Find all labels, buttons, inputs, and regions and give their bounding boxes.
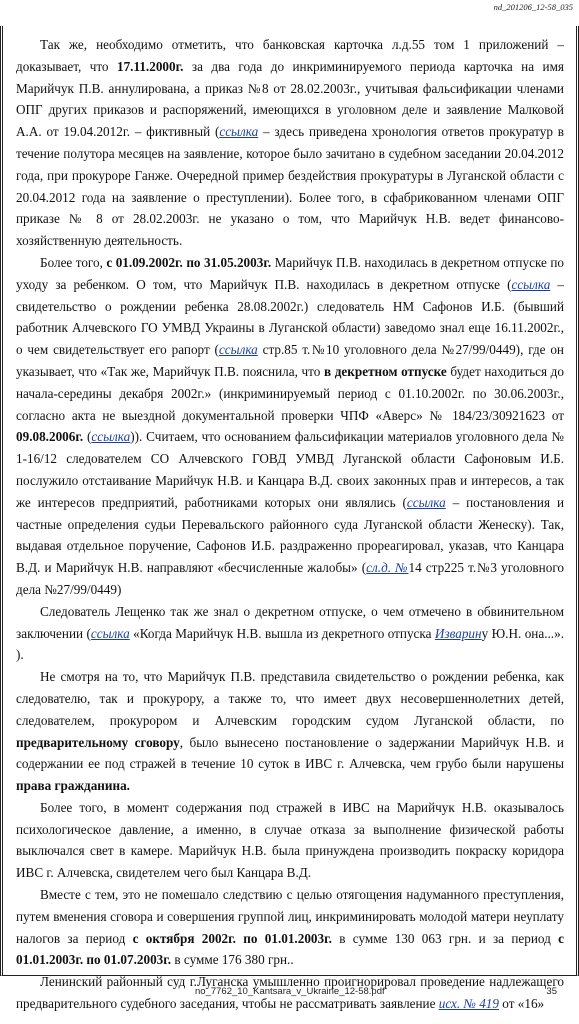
bold-text: в декретном отпуске — [324, 363, 447, 379]
text-run: – свидетельство о рождении ребенка 28.08.2002г.) следователь НМ Сафонов И.Б. (бывший работник Алчевского ГО УМВД Украины в Луганской области) заведомо знал еще 16.11.2002г., о чем свидетельствует его рапорт ( — [16, 276, 565, 358]
reference-link[interactable]: ссылка — [91, 429, 131, 445]
text-run: – здесь приведена хронология ответов прокуратур в течение полутора месяцев на заявление, которое было зачитано в судебном заседании 20.04.2012 года, при прокуроре Ганже. Очередной пример бездействия прокуратуры в Луганской области с 20.04.2012 года на заявление о преступлении). Более того, в сфабрикованном членами ОПГ приказе № 8 от 28.02.2003г. не указано о том, что Марийчук Н.В. ведет финансово-хозяйственную деятельность. — [16, 124, 564, 249]
bold-text: права гражданина. — [16, 778, 130, 794]
paragraph — [16, 797, 564, 884]
bold-text: с 01.09.2002г. по 31.05.2003г. — [106, 254, 272, 270]
text-run: Следователь Лещенко так же знал о декретном отпуске, о чем отмечено в обвинительном заключении ( — [16, 603, 564, 641]
bold-text: 09.08.2006г. — [16, 429, 84, 445]
text-run: )). Считаем, что основанием фальсификации материалов уголовного дела № 1-16/12 следователем СО Алчевского ГОВД УМВД Луганской области Сафоновым И.Б. послужило отстаивание Марийчук Н.В. и Канцара В.Д. своих законных прав и интересов, а так же интересов предприятий, работниками которых они являлись ( — [16, 429, 564, 510]
reference-link[interactable]: исх. № 419 — [438, 996, 499, 1012]
text-run: будет находиться до начала-середины декабря 2002г.» (инкриминируемый период с 01.10.2002г. по 30.06.2003г., согласно акта не выездной документальной проверки ЧПФ «Аверс» № 184/23/30921623 от — [16, 363, 564, 423]
reference-link[interactable]: ссылка — [406, 494, 446, 510]
text-run: – постановления и частные определения судьи Перевальского районного суда Луганской области Женеску). Так, выдавая отдельное поручение, Сафонов И.Б. раздраженно прореагировал, указав, что Канцара В.Д. и Марийчук Н.В. направляют «бесчисленные жалобы» ( — [16, 494, 564, 576]
text-run: , было вынесено постановление о задержании Марийчук Н.В. и содержании ее под стражей в течение 10 суток в ИВС г. Алчевска, чем грубо были нарушены — [16, 734, 564, 772]
bold-text: 17.11.2000г. — [116, 58, 184, 74]
reference-link[interactable]: ссылка — [218, 342, 258, 358]
page-header-code: nd_201206_12-58_035 — [493, 2, 573, 12]
reference-link[interactable]: ссылка — [90, 625, 130, 641]
text-run: Так же, необходимо отметить, что банковская карточка л.д.55 том 1 приложений – доказывает, что — [16, 37, 564, 74]
paragraph — [16, 252, 564, 601]
document-text — [16, 34, 564, 1015]
text-run: в сумме 130 063 грн. и за период — [331, 930, 559, 946]
footer-filename: no_7762_10_Kantsara_v_Ukraine_12-58.pdf — [195, 986, 385, 997]
paragraph — [16, 34, 564, 252]
text-run: Вместе с тем, это не помешало следствию с целью отягощения надуманного преступления, путем вменения сговора и совершения группой лиц, инкриминировать молодой матери неуплату налогов за период — [16, 887, 564, 946]
text-run: от «16» — [499, 996, 545, 1012]
text-run: стр.85 т.№10 уголовного дела №27/99/0449), где он указывает, что «Так же, Марийчук П.В. пояснила, что — [16, 342, 564, 379]
text-run: у Ю.Н. она...». ). — [16, 625, 564, 663]
text-run: Более того, — [40, 254, 107, 270]
paragraph — [16, 601, 564, 666]
reference-link[interactable]: Изварин — [434, 625, 482, 641]
text-run: Не смотря на то, что Марийчук П.В. представила свидетельство о рождении ребенка, как следователю, так и прокурору, а также то, что имеет двух несовершеннолетних детей, следователем, прокурором и Алчевским городским судом Луганской области, по — [16, 669, 564, 728]
footer-page-number: 35 — [546, 986, 557, 997]
reference-link[interactable]: ссылка — [219, 124, 259, 140]
text-run: Ленинский районный суд г.Луганска умышленно проигнорировал проведение надлежащего предварительного судебного заседания, чтобы не рассматривать заявление — [16, 974, 564, 1012]
text-run: «Когда Марийчук Н.В. вышла из декретного отпуска — [129, 625, 435, 641]
paragraph — [16, 666, 564, 797]
text-run: ( — [83, 429, 92, 445]
reference-link[interactable]: ссылка — [511, 276, 551, 292]
text-run: Более того, в момент содержания под стражей в ИВС на Марийчук Н.В. оказывалось психологическое давление, а именно, в случае отказа за выполнение физической работы выключался свет в камере. Марийчук Н.В. была принуждена производить покраску коридора ИВС г. Алчевска, свидетелем чего был Канцара В.Д. — [16, 799, 564, 881]
reference-link[interactable]: сл.д. № — [366, 560, 409, 576]
text-run: за два года до инкриминируемого периода карточка на имя Марийчук П.В. аннулирована, а приказ №8 от 28.02.2003г., учитывая фальсификации членами ОПГ других приказов и распоряжений, имеющихся в уголовном деле и заявление Малковой А.А. от 19.04.2012г. – фиктивный ( — [16, 58, 564, 140]
text-run: Марийчук П.В. находилась в декретном отпуске по уходу за ребенком. О том, что Марийчук П.В. находилась в декретном отпуске ( — [16, 254, 564, 292]
bold-text: с 01.01.2003г. по 01.07.2003г. — [16, 930, 564, 968]
text-run: в сумме 176 380 грн.. — [171, 952, 294, 968]
text-run: 14 стр225 т.№3 уголовного дела №27/99/0449) — [16, 560, 564, 597]
bold-text: с октября 2002г. по 01.01.2003г. — [132, 930, 332, 946]
bold-text: предварительному сговору — [16, 734, 180, 750]
paragraph — [16, 884, 564, 971]
